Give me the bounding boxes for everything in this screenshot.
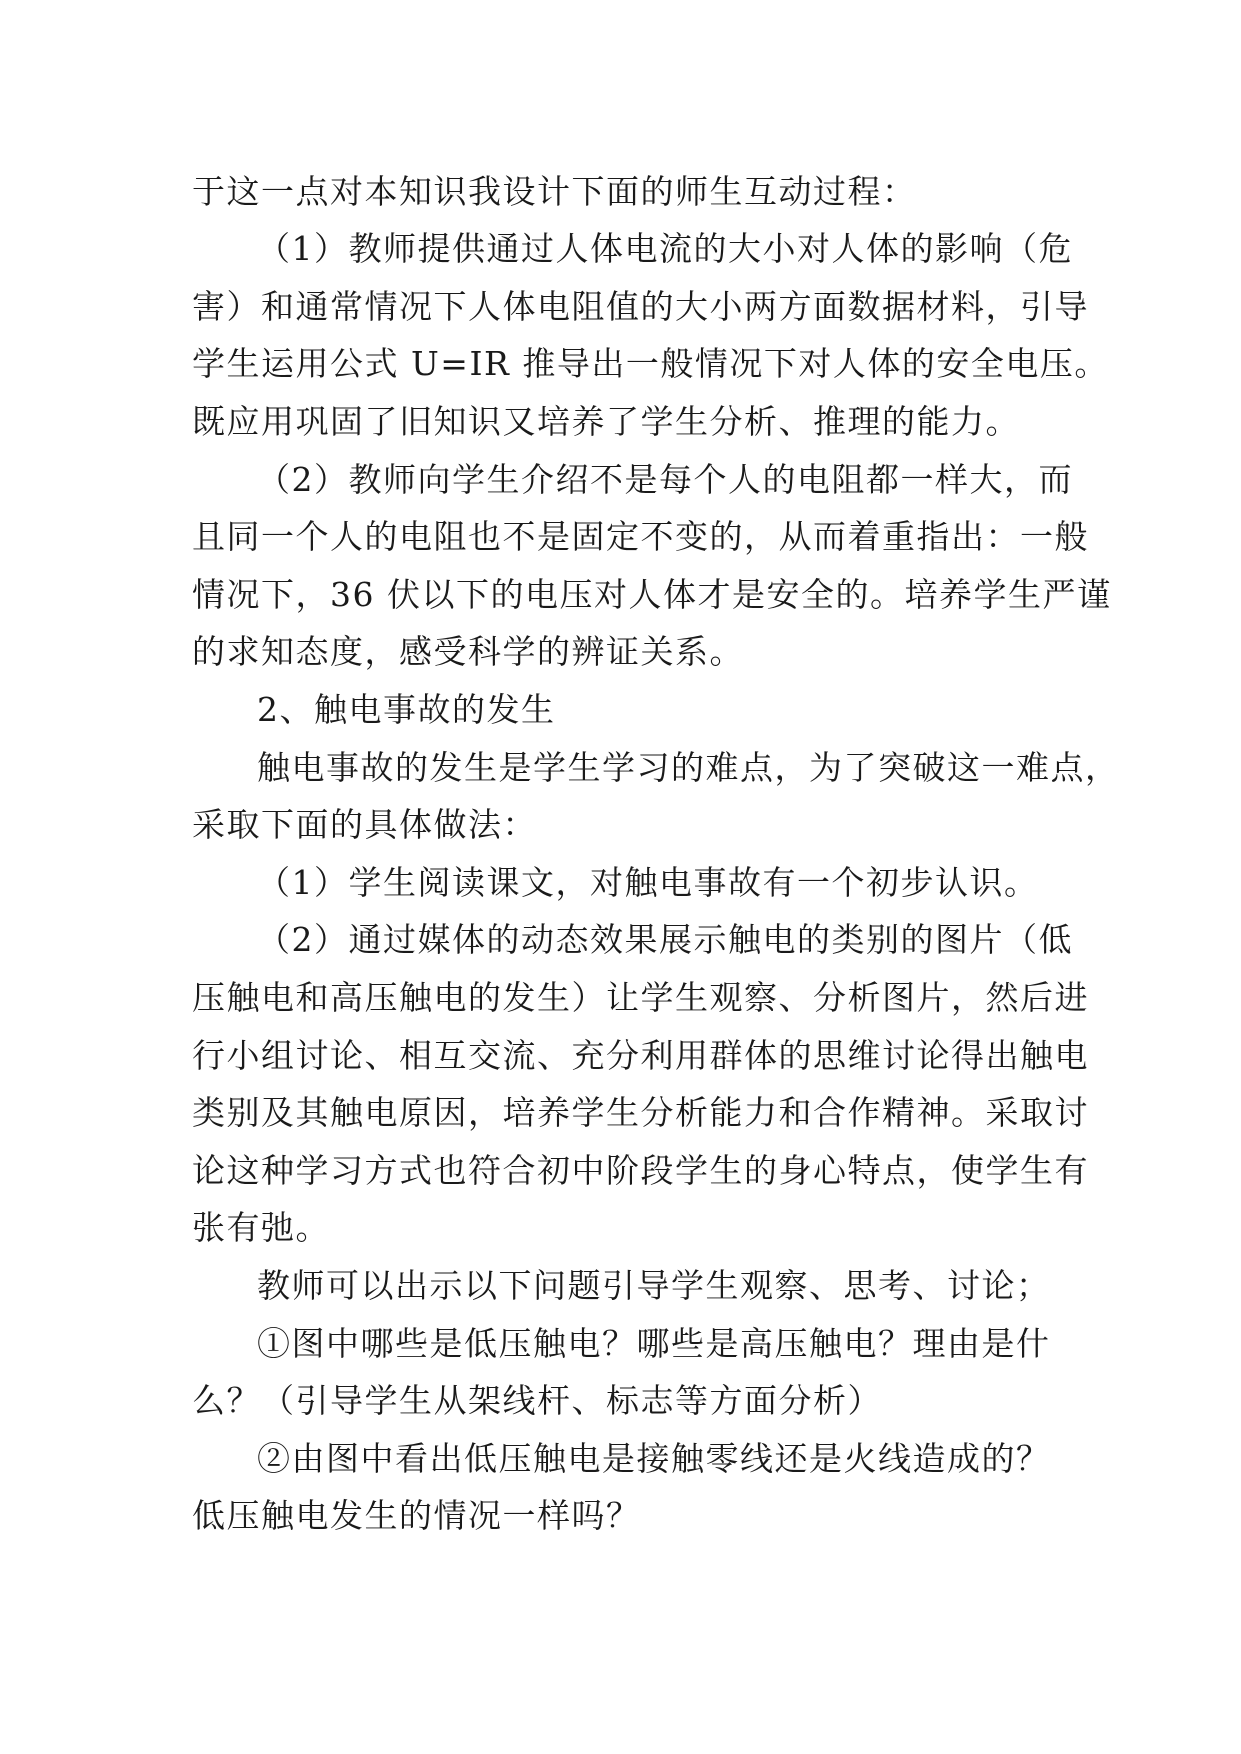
text-line: 采取下面的具体做法：: [192, 805, 537, 844]
text-line: 行小组讨论、相互交流、充分利用群体的思维讨论得出触电: [192, 1036, 1089, 1075]
text-line: 压触电和高压触电的发生）让学生观察、分析图片，然后进: [192, 978, 1089, 1017]
text-line: 既应用巩固了旧知识又培养了学生分析、推理的能力。: [192, 402, 1020, 441]
text-line: 么？（引导学生从架线杆、标志等方面分析）: [192, 1381, 882, 1420]
text-line: 学生运用公式 U=IR 推导出一般情况下对人体的安全电压。: [192, 344, 1109, 383]
text-line: （1）学生阅读课文，对触电事故有一个初步认识。: [257, 863, 1039, 902]
text-line: （1）教师提供通过人体电流的大小对人体的影响（危: [257, 229, 1073, 268]
text-line: 教师可以出示以下问题引导学生观察、思考、讨论；: [257, 1266, 1051, 1305]
text-line: 于这一点对本知识我设计下面的师生互动过程：: [192, 172, 917, 211]
text-line: 情况下，36 伏以下的电压对人体才是安全的。培养学生严谨: [192, 575, 1112, 614]
text-line: 害）和通常情况下人体电阻值的大小两方面数据材料，引导: [192, 287, 1089, 326]
text-line: ①图中哪些是低压触电？哪些是高压触电？理由是什: [257, 1324, 1051, 1363]
text-line: 论这种学习方式也符合初中阶段学生的身心特点，使学生有: [192, 1151, 1089, 1190]
text-line: 的求知态度，感受科学的辨证关系。: [192, 632, 744, 671]
text-line: （2）教师向学生介绍不是每个人的电阻都一样大，而: [257, 460, 1073, 499]
text-line: 且同一个人的电阻也不是固定不变的，从而着重指出：一般: [192, 517, 1089, 556]
text-line: ②由图中看出低压触电是接触零线还是火线造成的？: [257, 1439, 1051, 1478]
text-line: 类别及其触电原因，培养学生分析能力和合作精神。采取讨: [192, 1093, 1089, 1132]
text-line: （2）通过媒体的动态效果展示触电的类别的图片（低: [257, 920, 1073, 959]
text-line: 触电事故的发生是学生学习的难点，为了突破这一难点，: [257, 748, 1120, 787]
text-line: 低压触电发生的情况一样吗？: [192, 1496, 641, 1535]
text-line: 张有弛。: [192, 1208, 330, 1247]
section-heading: 2、触电事故的发生: [257, 690, 556, 729]
